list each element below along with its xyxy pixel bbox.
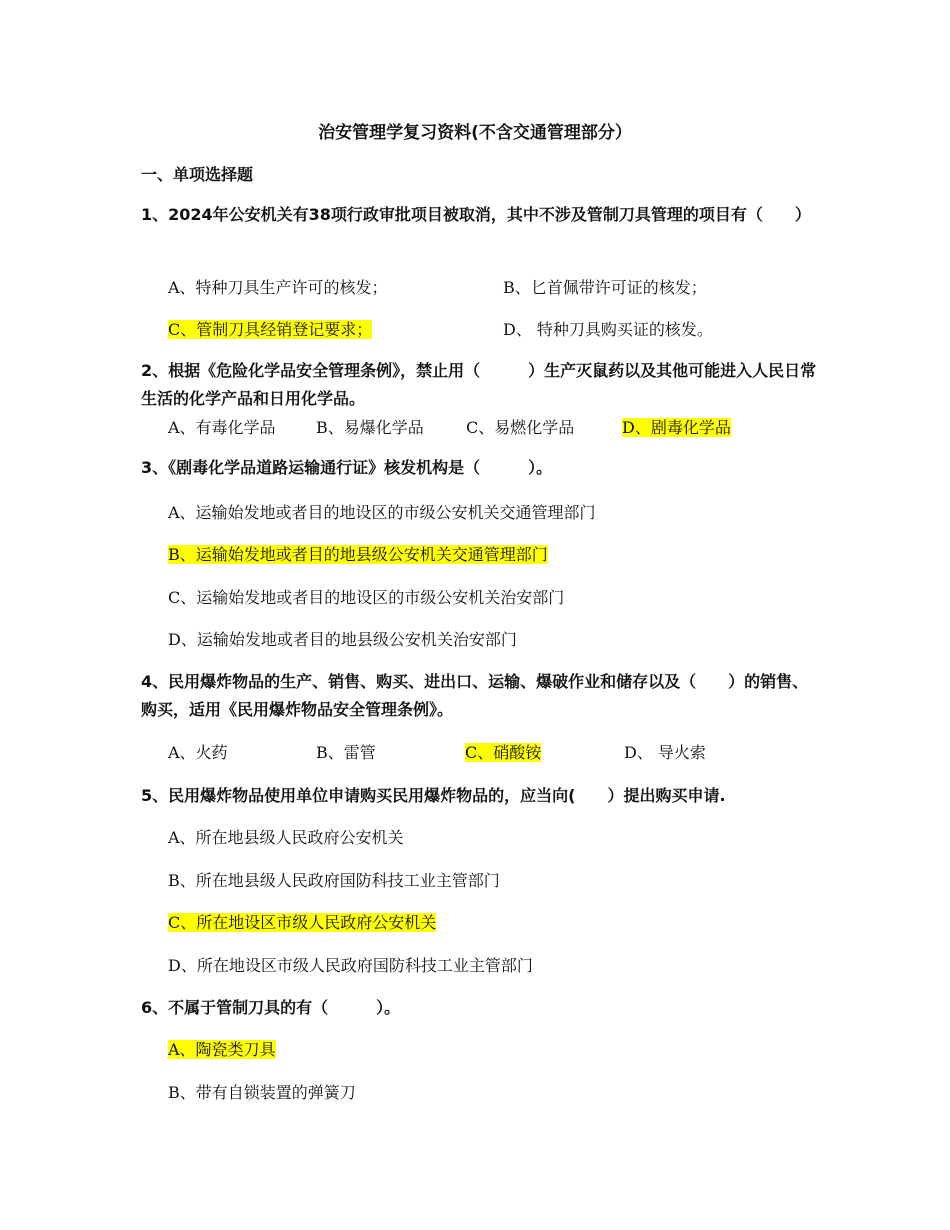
question-2-option-a: A、有毒化学品 <box>168 418 276 437</box>
question-6-option-b: B、带有自锁装置的弹簧刀 <box>168 1083 356 1102</box>
question-3-option-c: C、运输始发地或者目的地设区的市级公安机关治安部门 <box>168 588 565 607</box>
question-1-option-b: B、匕首佩带许可证的核发； <box>503 278 707 297</box>
answer-highlight: B、运输始发地或者目的地县级公安机关交通管理部门 <box>168 545 548 564</box>
question-5: 5、民用爆炸物品使用单位申请购买民用爆炸物品的，应当向( ）提出购买申请. <box>141 786 726 805</box>
question-6-option-a <box>168 1038 276 1062</box>
question-3-option-b <box>168 543 548 567</box>
question-1: 1、2024年公安机关有38项行政审批项目被取消，其中不涉及管制刀具管理的项目有（ ） <box>141 205 811 224</box>
answer-highlight: C、管制刀具经销登记要求； <box>168 320 373 339</box>
question-1-option-a: A、特种刀具生产许可的核发； <box>168 278 388 297</box>
question-4-option-b: B、雷管 <box>316 743 376 762</box>
question-5-option-c <box>168 911 436 935</box>
question-4: 4、民用爆炸物品的生产、销售、购买、进出口、运输、爆破作业和储存以及（ ）的销售、购买，适用《民用爆炸物品安全管理条例》。 <box>141 672 809 719</box>
question-5-option-a: A、所在地县级人民政府公安机关 <box>168 828 404 847</box>
answer-highlight: D、剧毒化学品 <box>622 418 731 437</box>
question-2: 2、根据《危险化学品安全管理条例》，禁止用（ ）生产灭鼠药以及其他可能进入人民日常生活的化学产品和日用化学品。 <box>141 361 817 408</box>
question-1-option-d: D、 特种刀具购买证的核发。 <box>503 320 713 339</box>
question-5-option-b: B、所在地县级人民政府国防科技工业主管部门 <box>168 871 500 890</box>
question-2-option-c: C、易燃化学品 <box>466 418 575 437</box>
question-3-option-d: D、运输始发地或者目的地县级公安机关治安部门 <box>168 630 517 649</box>
question-4-option-d: D、 导火索 <box>624 743 706 762</box>
question-2-option-b: B、易爆化学品 <box>316 418 424 437</box>
section-heading: 一、单项选择题 <box>141 165 254 184</box>
question-2-option-d <box>622 416 731 440</box>
question-5-option-d: D、所在地设区市级人民政府国防科技工业主管部门 <box>168 956 533 975</box>
question-4-option-a: A、火药 <box>168 743 228 762</box>
question-6: 6、不属于管制刀具的有（ ）。 <box>141 998 401 1017</box>
question-3: 3、《剧毒化学品道路运输通行证》核发机构是（ ）。 <box>141 458 553 477</box>
answer-highlight: C、硝酸铵 <box>465 743 542 762</box>
question-3-option-a: A、运输始发地或者目的地设区的市级公安机关交通管理部门 <box>168 503 596 522</box>
question-4-option-c <box>465 741 541 765</box>
answer-highlight: A、陶瓷类刀具 <box>168 1040 276 1059</box>
document-title: 治安管理学复习资料(不含交通管理部分） <box>318 123 632 143</box>
question-1-option-c <box>168 318 372 342</box>
answer-highlight: C、所在地设区市级人民政府公安机关 <box>168 913 437 932</box>
